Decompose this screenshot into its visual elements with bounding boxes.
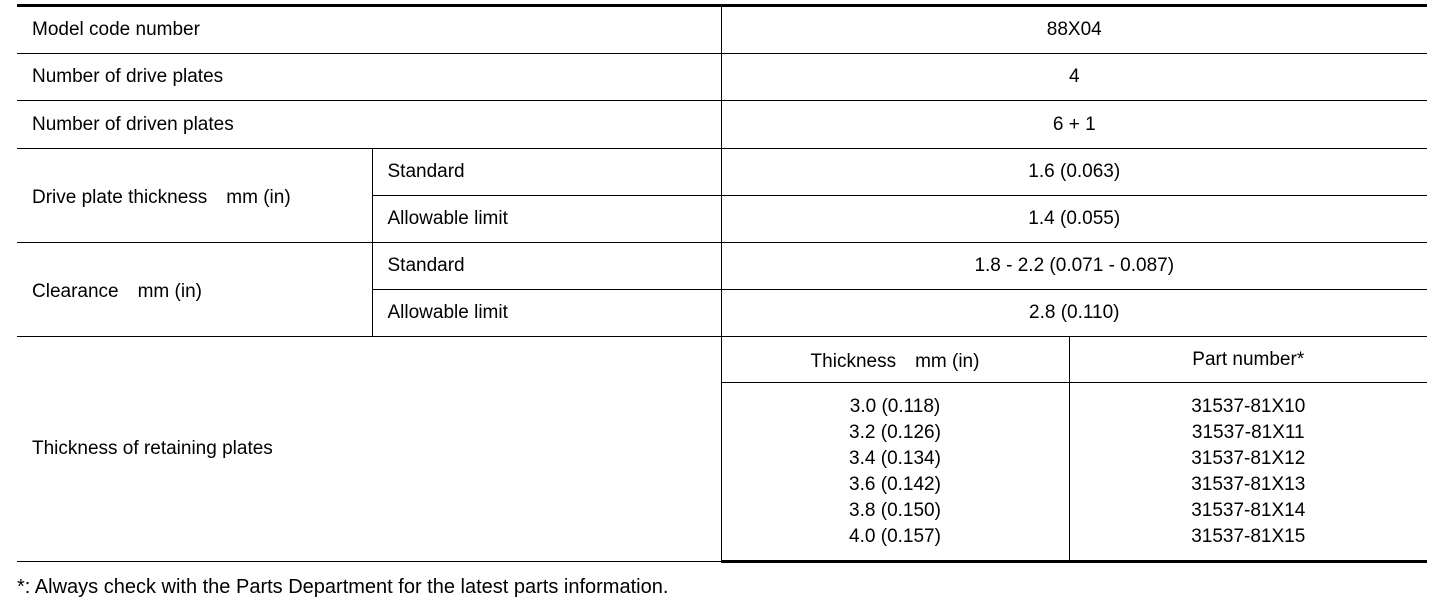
driven-plates-label: Number of driven plates — [17, 101, 721, 149]
drive-plates-row — [17, 54, 1427, 101]
driven-plates-row — [17, 101, 1427, 149]
thickness-list-cell — [721, 383, 1069, 562]
drive-plate-standard-value: 1.6 (0.063) — [721, 149, 1427, 196]
part-number-item: 31537-81X12 — [1191, 447, 1306, 469]
part-number-item: 31537-81X13 — [1191, 473, 1306, 495]
drive-plate-limit-value: 1.4 (0.055) — [721, 196, 1427, 243]
drive-plate-thickness-standard-row — [17, 149, 1427, 196]
driven-plates-value: 6 + 1 — [721, 101, 1427, 149]
clearance-limit-value: 2.8 (0.110) — [721, 290, 1427, 337]
model-code-label: Model code number — [17, 6, 721, 54]
part-number-item: 31537-81X15 — [1191, 525, 1306, 547]
drive-plates-label: Number of drive plates — [17, 54, 721, 101]
part-number-column-header: Part number* — [1069, 337, 1427, 383]
part-number-item: 31537-81X11 — [1191, 421, 1305, 443]
model-code-value: 88X04 — [721, 6, 1427, 54]
clearance-standard-label: Standard — [372, 243, 721, 290]
clearance-standard-value: 1.8 - 2.2 (0.071 - 0.087) — [721, 243, 1427, 290]
part-number-item: 31537-81X14 — [1191, 499, 1306, 521]
footnote: *: Always check with the Parts Department for the latest parts information. — [17, 576, 669, 598]
part-number-list-cell — [1069, 383, 1427, 562]
thickness-item: 3.2 (0.126) — [849, 421, 941, 443]
thickness-item: 3.0 (0.118) — [849, 395, 941, 417]
drive-plate-thickness-label: Drive plate thickness mm (in) — [17, 149, 372, 243]
drive-plates-value: 4 — [721, 54, 1427, 101]
drive-plate-standard-label: Standard — [372, 149, 721, 196]
specification-table — [17, 4, 1427, 563]
thickness-list — [722, 390, 1069, 554]
retaining-plates-label: Thickness of retaining plates — [17, 337, 721, 562]
model-code-row — [17, 6, 1427, 54]
clearance-limit-label: Allowable limit — [372, 290, 721, 337]
part-number-list — [1070, 390, 1428, 554]
thickness-item: 3.6 (0.142) — [849, 473, 941, 495]
thickness-item: 3.8 (0.150) — [849, 499, 941, 521]
thickness-item: 4.0 (0.157) — [849, 525, 941, 547]
thickness-item: 3.4 (0.134) — [849, 447, 941, 469]
drive-plate-limit-label: Allowable limit — [372, 196, 721, 243]
part-number-item: 31537-81X10 — [1191, 395, 1306, 417]
clearance-label: Clearance mm (in) — [17, 243, 372, 337]
retaining-plates-header-row — [17, 337, 1427, 383]
clearance-standard-row — [17, 243, 1427, 290]
thickness-column-header: Thickness mm (in) — [721, 337, 1069, 383]
